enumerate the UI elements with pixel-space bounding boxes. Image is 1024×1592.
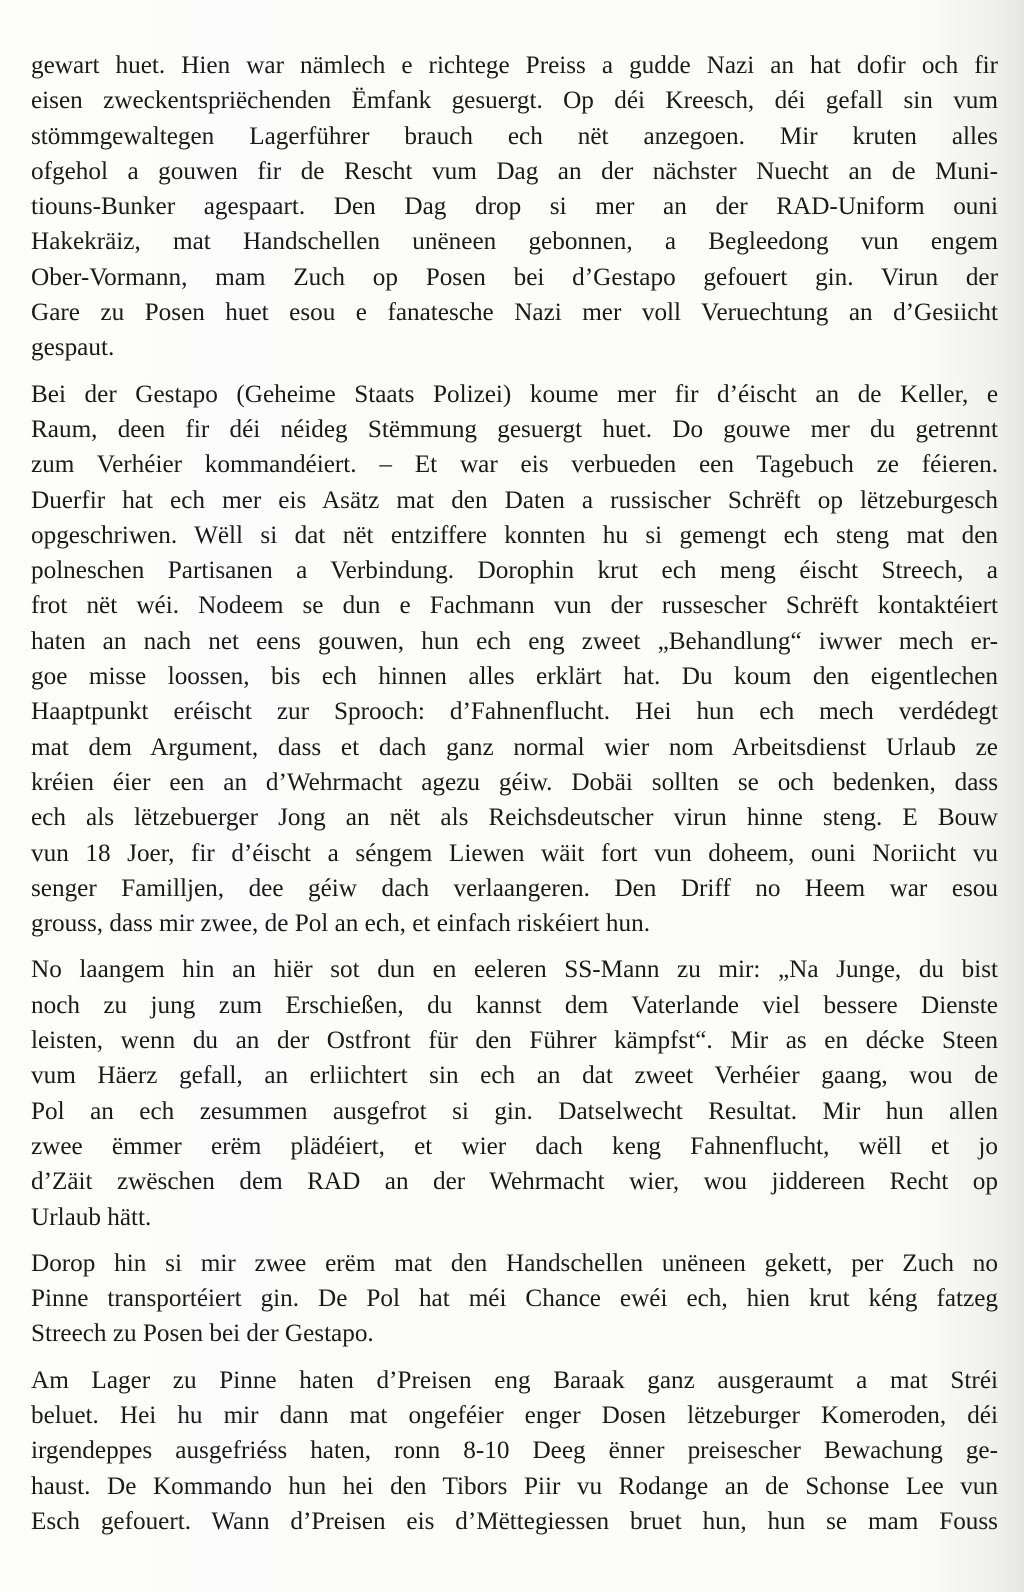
text-line [31,377,998,412]
text-line [31,659,998,694]
text-line-content: Bei der Gestapo (Geheime Staats Polizei) koume mer fir d’éischt an de Keller, e [31,380,998,408]
text-line [31,588,998,623]
text-line-content: Ober-Vormann, mam Zuch op Posen bei d’Gestapo gefouert gin. Virun der [31,263,998,291]
paragraph-1 [31,48,998,366]
text-line-content: Hakekräiz, mat Handschellen unëneen gebonnen, a Begleedong vun engem [31,228,998,256]
text-line-content: haten an nach net eens gouwen, hun ech eng zweet „Behandlung“ iwwer mech er- [31,627,998,655]
text-line-content: gespaut. [31,334,115,362]
text-line [31,189,998,224]
text-line-content: noch zu jung zum Erschießen, du kannst dem Vaterlande viel bessere Dienste [31,991,998,1019]
text-line [31,1433,998,1468]
text-line [31,1164,998,1199]
text-line-content: Gare zu Posen huet esou e fanatesche Nazi mer voll Veruechtung an d’Gesiicht [31,299,998,327]
text-line-content: stömmgewaltegen Lagerführer brauch ech nët anzegoen. Mir kruten alles [31,122,998,150]
text-line-content: leisten, wenn du an der Ostfront für den Führer kämpfst“. Mir as en décke Steen [31,1027,998,1055]
text-line [31,1023,998,1058]
paragraph-4 [31,1246,998,1352]
text-line-content: Am Lager zu Pinne haten d’Preisen eng Baraak ganz ausgeraumt a mat Stréi [31,1366,998,1394]
text-line [31,83,998,118]
text-line-content: eisen zweckentspriëchenden Ëmfank gesuergt. Op déi Kreesch, déi gefall sin vum [31,87,998,115]
text-line [31,1129,998,1164]
text-line [31,730,998,765]
paragraph-5 [31,1363,998,1539]
text-line-content: Dorop hin si mir zwee erëm mat den Handschellen unëneen gekett, per Zuch no [31,1249,998,1277]
text-line-content: tiouns-Bunker agespaart. Den Dag drop si mer an der RAD-Uniform ouni [31,193,998,221]
text-line-content: senger Familljen, dee géiw dach verlaangeren. Den Driff no Heem war esou [31,874,998,902]
text-line [31,1363,998,1398]
text-line [31,1398,998,1433]
text-line [31,260,998,295]
text-line-content: haust. De Kommando hun hei den Tibors Piir vu Rodange an de Schonse Lee vun [31,1472,998,1500]
text-line-content: zwee ëmmer erëm plädéiert, et wier dach keng Fahnenflucht, wëll et jo [31,1132,998,1160]
page-body-text [31,48,998,1550]
text-line [31,48,998,83]
text-line [31,952,998,987]
text-line-content: irgendeppes ausgefriéss haten, ronn 8-10 Deeg ënner preisescher Bewachung ge- [31,1437,998,1465]
text-line-content: beluet. Hei hu mir dann mat ongeféier enger Dosen lëtzeburger Komeroden, déi [31,1401,998,1429]
text-line [31,295,998,330]
paragraph-3 [31,952,998,1234]
text-line [31,1469,998,1504]
text-line [31,1246,998,1281]
text-line [31,412,998,447]
text-line-content: Esch gefouert. Wann d’Preisen eis d’Mëttegiessen bruet hun, hun se mam Fouss [31,1507,998,1535]
text-line [31,518,998,553]
text-line [31,224,998,259]
text-line [31,553,998,588]
text-line-content: vun 18 Joer, fir d’éischt a séngem Liewen wäit fort vun doheem, ouni Noriicht vu [31,839,998,867]
text-line-content: vum Häerz gefall, an erliichtert sin ech an dat zweet Verhéier gaang, wou de [31,1062,998,1090]
text-line [31,836,998,871]
text-line [31,483,998,518]
text-line-content: Pol an ech zesummen ausgefrot si gin. Datselwecht Resultat. Mir hun allen [31,1097,998,1125]
text-line [31,154,998,189]
text-line-content: Urlaub hätt. [31,1203,152,1231]
text-line-content: d’Zäit zwëschen dem RAD an der Wehrmacht wier, wou jiddereen Recht op [31,1168,998,1196]
text-line-content: goe misse loossen, bis ech hinnen alles erklärt hat. Du koum den eigentlechen [31,663,998,691]
text-line-content: Haaptpunkt eréischt zur Sprooch: d’Fahnenflucht. Hei hun ech mech verdédegt [31,698,998,726]
text-line-content: grouss, dass mir zwee, de Pol an ech, et einfach riskéiert hun. [31,910,650,938]
text-line-content: zum Verhéier kommandéiert. – Et war eis verbueden een Tagebuch ze féieren. [31,451,998,479]
text-line [31,1094,998,1129]
text-line [31,1200,998,1235]
text-line [31,447,998,482]
text-line [31,765,998,800]
text-line-content: kréien éier een an d’Wehrmacht agezu géiw. Dobäi sollten se och bedenken, dass [31,768,998,796]
text-line [31,871,998,906]
text-line-content: Pinne transportéiert gin. De Pol hat méi Chance ewéi ech, hien krut kéng fatzeg [31,1285,998,1313]
paragraph-2 [31,377,998,942]
text-line [31,1316,998,1351]
text-line-content: ofgehol a gouwen fir de Rescht vum Dag an der nächster Nuecht an de Muni- [31,157,998,185]
text-line [31,800,998,835]
text-line-content: No laangem hin an hiër sot dun en eeleren SS-Mann zu mir: „Na Junge, du bist [31,956,998,984]
text-line [31,1058,998,1093]
text-line [31,119,998,154]
text-line-content: ech als lëtzebuerger Jong an nët als Reichsdeutscher virun hinne steng. E Bouw [31,804,998,832]
text-line-content: mat dem Argument, dass et dach ganz normal wier nom Arbeitsdienst Urlaub ze [31,733,998,761]
text-line-content: gewart huet. Hien war nämlech e richtege Preiss a gudde Nazi an hat dofir och fir [31,52,998,79]
text-line [31,1504,998,1539]
text-line [31,330,998,365]
text-line-content: frot nët wéi. Nodeem se dun e Fachmann vun der russescher Schrëft kontaktéiert [31,592,998,620]
text-line [31,988,998,1023]
text-line-content: Duerfir hat ech mer eis Asätz mat den Daten a russischer Schrëft op lëtzeburgesch [31,486,998,514]
text-line [31,1281,998,1316]
text-line-content: polneschen Partisanen a Verbindung. Dorophin krut ech meng éischt Streech, a [31,557,998,585]
text-line-content: opgeschriwen. Wëll si dat nët entziffere konnten hu si gemengt ech steng mat den [31,521,998,549]
text-line [31,906,998,941]
text-line-content: Raum, deen fir déi néideg Stëmmung gesuergt huet. Do gouwe mer du getrennt [31,415,998,443]
text-line [31,624,998,659]
text-line-content: Streech zu Posen bei der Gestapo. [31,1320,374,1348]
text-line [31,694,998,729]
